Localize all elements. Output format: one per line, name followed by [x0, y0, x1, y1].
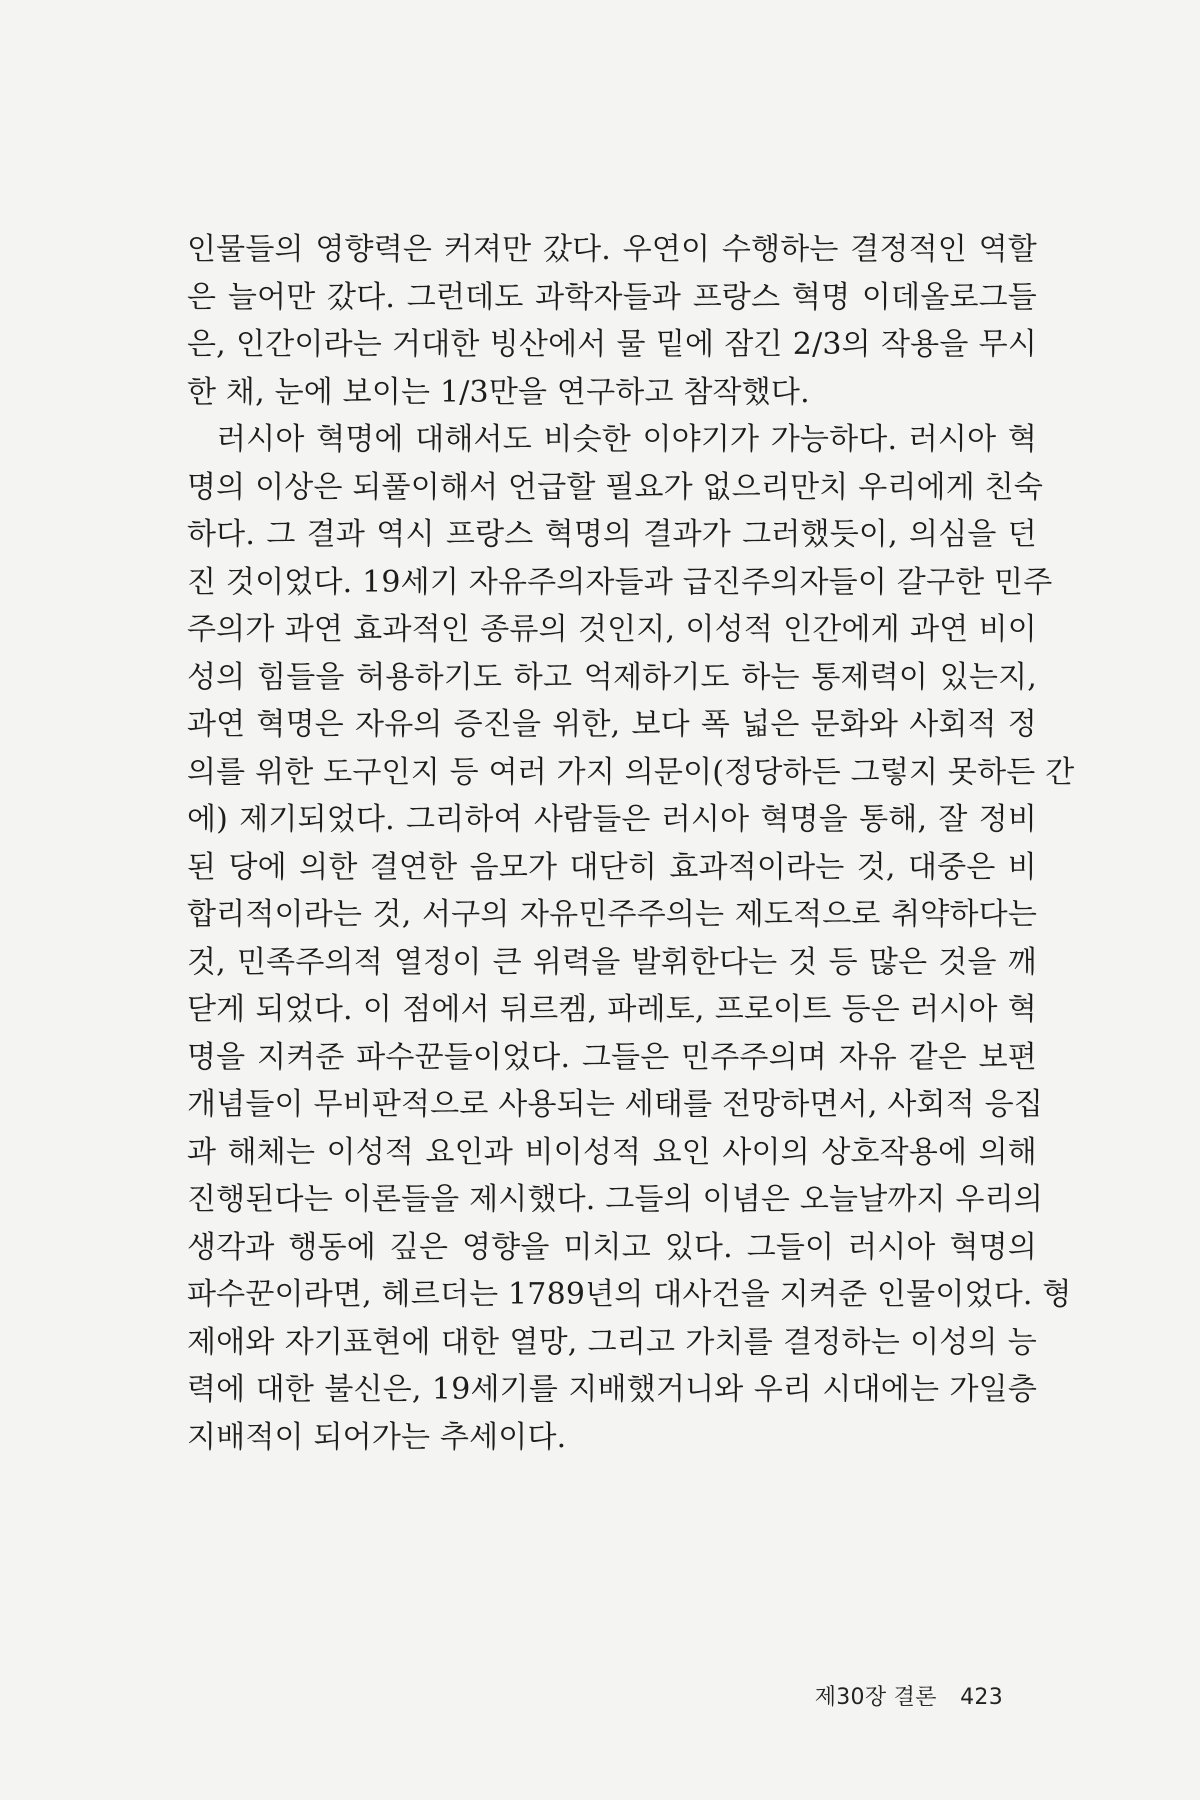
chapter-title: 제30장 결론 — [814, 1685, 937, 1710]
text-line: 명을 지켜준 파수꾼들이었다. 그들은 민주주의며 자유 같은 보편 — [187, 1039, 1037, 1075]
paragraph-1 — [187, 226, 1037, 416]
text-line: 하다. 그 결과 역시 프랑스 혁명의 결과가 그러했듯이, 의심을 던 — [187, 517, 1037, 552]
page-footer — [815, 1680, 1003, 1711]
text-line: 생각과 행동에 깊은 영향을 미치고 있다. 그들이 러시아 혁명의 — [187, 1229, 1037, 1265]
text-line: 성의 힘들을 허용하기도 하고 억제하기도 하는 통제력이 있는지, — [187, 659, 1037, 695]
paragraph-2 — [187, 416, 1075, 1461]
text-line: 진행된다는 이론들을 제시했다. 그들의 이념은 오늘날까지 우리의 — [187, 1182, 1044, 1217]
text-line: 지배적이 되어가는 추세이다. — [187, 1419, 567, 1455]
text-line: 력에 대한 불신은, 19세기를 지배했거니와 우리 시대에는 가일층 — [187, 1372, 1037, 1407]
text-line: 합리적이라는 것, 서구의 자유민주주의는 제도적으로 취약하다는 — [187, 897, 1037, 932]
text-line: 파수꾼이라면, 헤르더는 1789년의 대사건을 지켜준 인물이었다. 형 — [187, 1277, 1072, 1312]
text-line: 것, 민족주의적 열정이 큰 위력을 발휘한다는 것 등 많은 것을 깨 — [187, 944, 1037, 980]
text-line: 닫게 되었다. 이 점에서 뒤르켐, 파레토, 프로이트 등은 러시아 혁 — [187, 992, 1037, 1027]
page-number: 423 — [960, 1685, 1003, 1710]
text-line: 과 해체는 이성적 요인과 비이성적 요인 사이의 상호작용에 의해 — [187, 1134, 1037, 1170]
text-line: 주의가 과연 효과적인 종류의 것인지, 이성적 인간에게 과연 비이 — [187, 612, 1037, 647]
text-line: 진 것이었다. 19세기 자유주의자들과 급진주의자들이 갈구한 민주 — [187, 564, 1053, 600]
text-line: 은, 인간이라는 거대한 빙산에서 물 밑에 잠긴 2/3의 작용을 무시 — [187, 327, 1037, 362]
text-line: 의를 위한 도구인지 등 여러 가지 의문이(정당하든 그렇지 못하든 간 — [187, 754, 1075, 790]
text-line: 개념들이 무비판적으로 사용되는 세태를 전망하면서, 사회적 응집 — [187, 1087, 1044, 1122]
text-line: 한 채, 눈에 보이는 1/3만을 연구하고 참작했다. — [187, 374, 810, 410]
text-line: 인물들의 영향력은 커져만 갔다. 우연이 수행하는 결정적인 역할 — [187, 232, 1037, 267]
text-line: 은 늘어만 갔다. 그런데도 과학자들과 프랑스 혁명 이데올로그들 — [187, 279, 1037, 315]
text-line: 과연 혁명은 자유의 증진을 위한, 보다 폭 넓은 문화와 사회적 정 — [187, 707, 1037, 742]
text-line: 된 당에 의한 결연한 음모가 대단히 효과적이라는 것, 대중은 비 — [187, 849, 1037, 885]
text-line: 제애와 자기표현에 대한 열망, 그리고 가치를 결정하는 이성의 능 — [187, 1324, 1037, 1360]
text-line: 명의 이상은 되풀이해서 언급할 필요가 없으리만치 우리에게 친숙 — [187, 469, 1044, 505]
text-line: 에) 제기되었다. 그리하여 사람들은 러시아 혁명을 통해, 잘 정비 — [187, 802, 1037, 837]
text-line: 러시아 혁명에 대해서도 비슷한 이야기가 가능하다. 러시아 혁 — [217, 422, 1037, 457]
body-text — [187, 226, 1075, 1461]
